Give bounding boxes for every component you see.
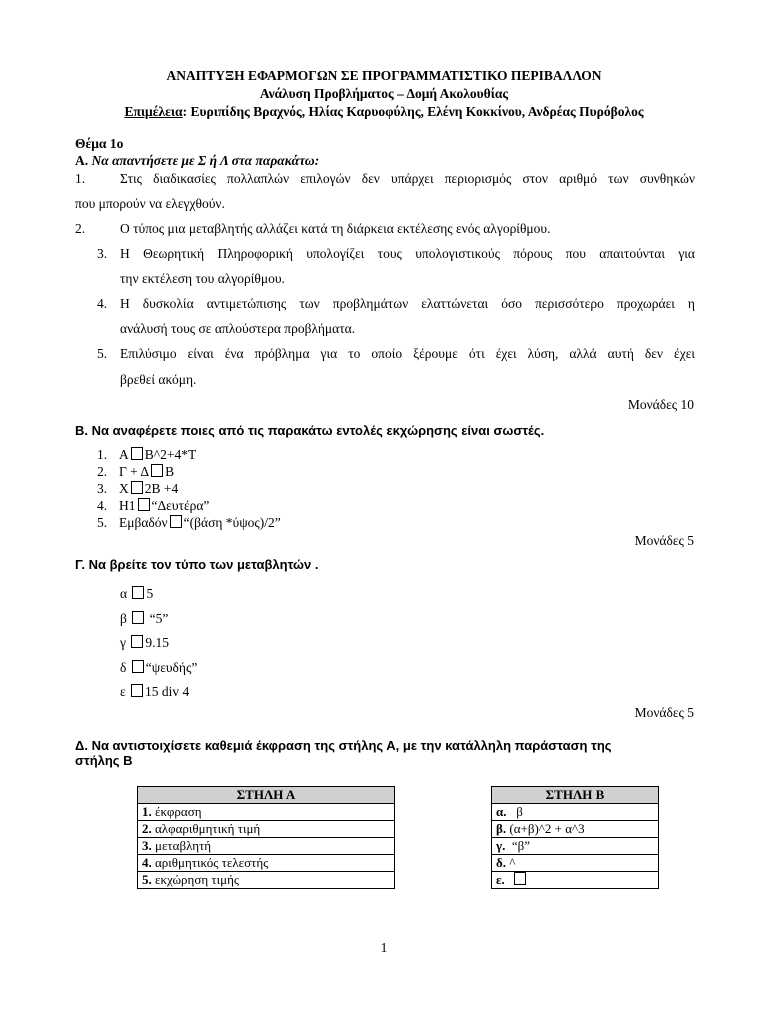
editors-names: : Ευριπίδης Βραχνός, Ηλίας Καρυοφύλης, Ελένη Κοκκίνου, Ανδρέας Πυρόβολος: [182, 104, 644, 119]
b-item-left: Η1: [119, 498, 136, 513]
assignment-arrow-icon: [132, 586, 144, 599]
assignment-arrow-icon: [131, 481, 143, 494]
a-item-3-num: 3.: [97, 246, 108, 261]
c-item-left: ε: [120, 684, 126, 699]
row-text: “β”: [508, 838, 530, 853]
a-item-5-line1: Επιλύσιμο είναι ένα πρόβλημα για το οποίο ξέρουμε ότι έχει λύση, αλλά αυτή δεν έχει: [120, 346, 695, 361]
assignment-arrow-icon: [131, 684, 143, 697]
c-item: [120, 631, 197, 656]
assignment-arrow-icon: [151, 464, 163, 477]
row-num: α.: [496, 804, 507, 819]
document-title: ΑΝΑΠΤΥΞΗ ΕΦΑΡΜΟΓΩΝ ΣΕ ΠΡΟΓΡΑΜΜΑΤΙΣΤΙΚΟ ΠΕΡΙΒΑΛΛΟΝ: [166, 68, 602, 83]
table-row: [492, 804, 659, 821]
b-item-right: “Δευτέρα”: [151, 498, 210, 513]
row-num: 5.: [142, 872, 152, 887]
b-item: [97, 480, 281, 497]
assignment-arrow-icon: [170, 515, 182, 528]
column-b-table: [491, 786, 659, 889]
column-a-header: ΣΤΗΛΗ Α: [138, 787, 395, 804]
a-item-5-num: 5.: [97, 346, 108, 361]
b-item-num: 3.: [97, 481, 108, 496]
table-row: [492, 838, 659, 855]
row-text: εκχώρηση τιμής: [155, 872, 240, 887]
assignment-arrow-icon: [514, 872, 526, 885]
row-num: 2.: [142, 821, 152, 836]
b-item-left: Χ: [119, 481, 129, 496]
a-item-3-line2: την εκτέλεση του αλγορίθμου.: [120, 271, 285, 286]
section-d-heading-line2: στήλης Β: [75, 753, 133, 768]
a-item-1-line1: Στις διαδικασίες πολλαπλών επιλογών δεν υπάρχει περιορισμός στον αριθμό των συνθηκών: [120, 171, 695, 186]
a-item-4-line1: Η δυσκολία αντιμετώπισης των προβλημάτων ελαττώνεται όσο περισσότερο προχωράει η: [120, 296, 695, 311]
page-number: 1: [380, 940, 388, 955]
row-num: 4.: [142, 855, 152, 870]
c-item-right: 15 div 4: [145, 684, 190, 699]
c-item-right: “ψευδής”: [145, 659, 198, 675]
section-c-points: Μονάδες 5: [634, 705, 694, 720]
b-item-left: Γ + Δ: [119, 464, 150, 479]
table-row: [138, 821, 395, 838]
b-item-left: Α: [119, 447, 129, 462]
c-item-right: 9.15: [145, 635, 169, 650]
column-a-table: [137, 786, 395, 889]
editors-label: Επιμέλεια: [124, 104, 183, 119]
row-text: β: [509, 804, 523, 819]
table-row: [492, 872, 659, 889]
b-item-right: Β^2+4*Τ: [144, 447, 197, 462]
b-item-num: 1.: [97, 447, 108, 462]
table-row: [492, 821, 659, 838]
a-item-2-line1: Ο τύπος μια μεταβλητής αλλάζει κατά τη διάρκεια εκτέλεσης ενός αλγορίθμου.: [120, 221, 551, 236]
section-b-points: Μονάδες 5: [634, 533, 694, 548]
assignment-arrow-icon: [131, 447, 143, 460]
row-text: ^: [509, 855, 516, 870]
assignment-arrow-icon: [132, 611, 144, 624]
a-item-1-num: 1.: [75, 171, 86, 186]
section-c-heading: Γ. Να βρείτε τον τύπο των μεταβλητών .: [75, 557, 319, 572]
c-item-right: 5: [146, 586, 154, 601]
section-a-heading: [75, 153, 319, 169]
row-num: 1.: [142, 804, 152, 819]
a-item-4-line2: ανάλυσή τους σε απλούστερα προβλήματα.: [120, 321, 356, 336]
editors-line: [0, 104, 768, 120]
c-item-left: γ: [120, 635, 126, 650]
row-text: έκφραση: [155, 804, 202, 819]
c-item-left: β: [120, 610, 127, 626]
row-num: δ.: [496, 855, 506, 870]
a-item-4-num: 4.: [97, 296, 108, 311]
section-b-heading: Β. Να αναφέρετε ποιες από τις παρακάτω εντολές εκχώρησης είναι σωστές.: [75, 423, 545, 438]
assignment-arrow-icon: [138, 498, 150, 511]
b-item: [97, 446, 281, 463]
a-item-2-num: 2.: [75, 221, 86, 236]
a-item-3-line1: Η Θεωρητική Πληροφορική υπολογίζει τους υπολογιστικούς πόρους που απαιτούνται για: [120, 246, 695, 261]
b-item: [97, 514, 281, 531]
b-item-num: 5.: [97, 515, 108, 530]
section-c-list: [120, 582, 197, 705]
row-num: γ.: [496, 838, 506, 853]
b-item-right: Β: [165, 464, 175, 479]
assignment-arrow-icon: [132, 660, 144, 673]
table-row: [138, 855, 395, 872]
b-item-num: 2.: [97, 464, 108, 479]
c-item-left: δ: [120, 659, 127, 675]
c-item: [120, 582, 197, 607]
b-item-right: “(βάση *ύψος)/2”: [183, 515, 281, 530]
c-item: [120, 680, 197, 705]
c-item-right: “5”: [146, 610, 169, 626]
section-a-letter: Α.: [75, 153, 89, 168]
row-num: β.: [496, 821, 507, 836]
row-text: μεταβλητή: [155, 838, 212, 853]
section-a-title: Να απαντήσετε με Σ ή Λ στα παρακάτω:: [91, 153, 320, 168]
a-item-1-line2: που μπορούν να ελεγχθούν.: [75, 196, 225, 211]
b-item-left: Εμβαδόν: [119, 515, 168, 530]
section-b-list: [97, 446, 281, 531]
row-text: αλφαριθμητική τιμή: [155, 821, 261, 836]
c-item: [120, 656, 197, 681]
row-num: ε.: [496, 872, 505, 887]
column-b-header: ΣΤΗΛΗ Β: [492, 787, 659, 804]
a-item-5-line2: βρεθεί ακόμη.: [120, 372, 197, 387]
row-num: 3.: [142, 838, 152, 853]
b-item-right: 2Β +4: [144, 481, 179, 496]
c-item: [120, 607, 197, 632]
table-row: [492, 855, 659, 872]
row-text: (α+β)^2 + α^3: [509, 821, 585, 836]
assignment-arrow-icon: [131, 635, 143, 648]
c-item-left: α: [120, 586, 128, 601]
table-row: [138, 872, 395, 889]
section-a-points: Μονάδες 10: [627, 397, 694, 412]
document-subtitle: Ανάλυση Προβλήματος – Δομή Ακολουθίας: [259, 86, 509, 101]
table-row: [138, 838, 395, 855]
row-text: αριθμητικός τελεστής: [155, 855, 269, 870]
table-row: [138, 804, 395, 821]
b-item: [97, 497, 281, 514]
b-item: [97, 463, 281, 480]
b-item-num: 4.: [97, 498, 108, 513]
theme-title: Θέμα 1ο: [75, 136, 124, 151]
section-d-heading-line1: Δ. Να αντιστοιχίσετε καθεμιά έκφραση της στήλης Α, με την κατάλληλη παράσταση της: [75, 738, 612, 753]
